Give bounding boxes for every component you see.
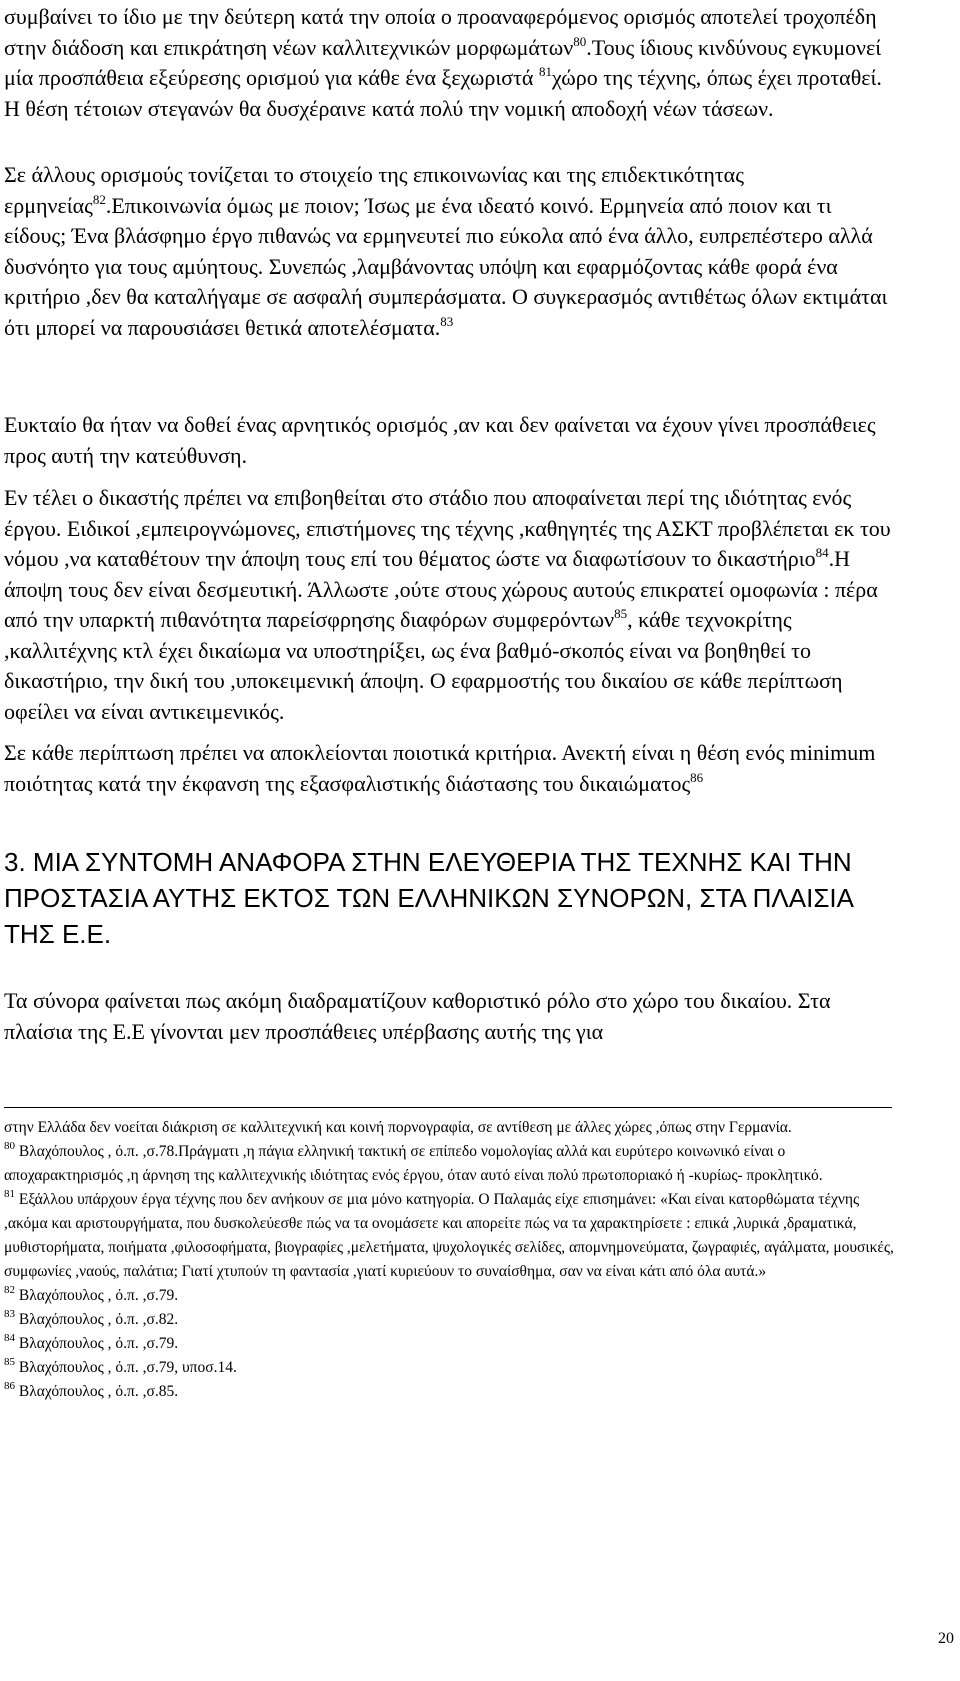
paragraph-text: .Επικοινωνία όμως με ποιον; Ίσως με ένα ιδεατό κοινό. Ερμηνεία από ποιον και τι είδους; Ένα βλάσφημο έργο πιθανώς να ερμηνευτεί πιο εύκολα από ένα άλλο, ευπρεπέστερο αλλά δυσνόητο για τους αμύητους. Συνεπώς ,λαμβάνοντας υπόψη και εφαρμόζοντας κάθε φορά ένα κριτήριο ,δεν θα καταλήγαμε σε ασφαλή συμπεράσματα. Ο συγκερασμός αντιθέτως όλων εκτιμάται ότι μπορεί να παρουσιάσει θετικά αποτελέσματα. bbox=[4, 192, 888, 340]
footnote-text: Βλαχόπουλος , ό.π. ,σ.82. bbox=[15, 1311, 179, 1328]
body-paragraph-5 bbox=[4, 738, 897, 799]
footnote-ref-83[interactable]: 83 bbox=[440, 313, 454, 329]
footnote-86 bbox=[4, 1380, 894, 1404]
footnote-text: Βλαχόπουλος , ό.π. ,σ.79. bbox=[15, 1335, 179, 1352]
footnote-number: 86 bbox=[4, 1380, 15, 1392]
footnote-85 bbox=[4, 1356, 894, 1380]
paragraph-text: .Η άποψη τους δεν είναι δεσμευτική. Άλλωστε ,ούτε στους χώρους αυτούς επικρατεί ομοφωνία : πέρα από την υπαρκτή πιθανότητα παρείσφρησης διαφόρων συμφερόντων bbox=[4, 546, 878, 632]
footnote-ref-86[interactable]: 86 bbox=[690, 769, 704, 785]
footnote-number: 80 bbox=[4, 1140, 15, 1152]
footnote-number: 81 bbox=[4, 1188, 15, 1200]
body-paragraph-1 bbox=[4, 2, 897, 124]
footnote-number: 83 bbox=[4, 1308, 15, 1320]
footnote-82 bbox=[4, 1284, 894, 1308]
paragraph-text: Σε άλλους ορισμούς τονίζεται το στοιχείο της επικοινωνίας και της επιδεκτικότητας ερμηνείας bbox=[4, 162, 744, 218]
page-number: 20 bbox=[938, 1630, 954, 1647]
footnote-separator bbox=[4, 1107, 892, 1108]
body-paragraph-3 bbox=[4, 410, 897, 471]
footnote-continuation: στην Ελλάδα δεν νοείται διάκριση σε καλλιτεχνική και κοινή πορνογραφία, σε αντίθεση με άλλες χώρες ,όπως στην Γερμανία. bbox=[4, 1119, 792, 1136]
footnote-81 bbox=[4, 1188, 894, 1284]
paragraph-text: , κάθε τεχνοκρίτης ,καλλιτέχνης κτλ έχει δικαίωμα να υποστηρίξει, ως ένα βαθμό-σκοπός είναι να βοηθηθεί το δικαστήριο, την δική του ,υποκειμενική άποψη. Ο εφαρμοστής του δικαίου σε κάθε περίπτωση οφείλει να είναι αντικειμενικός. bbox=[4, 607, 843, 724]
footnote-number: 84 bbox=[4, 1332, 15, 1344]
footnote-83 bbox=[4, 1308, 894, 1332]
footnote-text: Βλαχόπουλος , ό.π. ,σ.79. bbox=[15, 1287, 179, 1304]
footnote-80 bbox=[4, 1140, 894, 1188]
section-heading: 3. ΜΙΑ ΣΥΝΤΟΜΗ ΑΝΑΦΟΡΑ ΣΤΗΝ ΕΛΕΥΘΕΡΙΑ ΤΗΣ ΤΕΧΝΗΣ ΚΑΙ ΤΗΝ ΠΡΟΣΤΑΣΙΑ ΑΥΤΗΣ ΕΚΤΟΣ ΤΩΝ ΕΛΛΗΝΙΚΩΝ ΣΥΝΟΡΩΝ, ΣΤΑ ΠΛΑΙΣΙΑ ΤΗΣ Ε.Ε. bbox=[4, 847, 853, 949]
footnote-84 bbox=[4, 1332, 894, 1356]
paragraph-text: Εν τέλει ο δικαστής πρέπει να επιβοηθείται στο στάδιο που αποφαίνεται περί της ιδιότητας ενός έργου. Ειδικοί ,εμπειρογνώμονες, επιστήμονες της τέχνης ,καθηγητές της ΑΣΚΤ προβλέπεται εκ του νόμου ,να καταθέτουν την άποψη τους επί του θέματος ώστε να διαφωτίσουν το δικαστήριο bbox=[4, 485, 891, 571]
footnotes bbox=[4, 1116, 894, 1404]
footnote-ref-81[interactable]: 81 bbox=[538, 64, 552, 79]
body-paragraph-6 bbox=[4, 986, 897, 1047]
footnote-number: 82 bbox=[4, 1284, 15, 1296]
footnote-text: Βλαχόπουλος , ό.π. ,σ.85. bbox=[15, 1383, 179, 1400]
body-paragraph-4 bbox=[4, 483, 897, 727]
footnote-ref-85[interactable]: 85 bbox=[614, 606, 628, 621]
paragraph-text: Τα σύνορα φαίνεται πως ακόμη διαδραματίζουν καθοριστικό ρόλο στο χώρο του δικαίου. Στα πλαίσια της Ε.Ε γίνονται μεν προσπάθειες υπέρβασης αυτής της για bbox=[4, 988, 831, 1044]
footnote-text: Εξάλλου υπάρχουν έργα τέχνης που δεν ανήκουν σε μια μόνο κατηγορία. Ο Παλαμάς είχε επισημάνει: «Και είναι κατορθώματα τέχνης ,ακόμα και αριστουργήματα, που δυσκολεύεσθε πώς να τα ονομάσετε και απορείτε πώς να τα χαρακτηρίσετε : επικά ,λυρικά ,δραματικά, μυθιστορήματα, ποιήματα ,φιλοσοφήματα, βιογραφίες ,μελετήματα, ψυχολογικές σελίδες, απομνημονεύματα, ζωγραφιές, αγάλματα, μουσικές, συμφωνίες ,ναούς, παλάτια; Γιατί χτυπούν τη φαντασία ,γιατί κυριεύουν το συναίσθημα, σαν να είναι κάτι από όλα αυτά.» bbox=[4, 1191, 894, 1280]
paragraph-text: χώρο της τέχνης, όπως έχει προταθεί. Η θέση τέτοιων στεγανών θα δυσχέραινε κατά πολύ την νομική αποδοχή νέων τάσεων. bbox=[4, 65, 882, 121]
body-paragraph-2 bbox=[4, 160, 897, 343]
footnote-number: 85 bbox=[4, 1356, 15, 1368]
footnote-text: Βλαχόπουλος , ό.π. ,σ.78.Πράγματι ,η πάγια ελληνική τακτική σε επίπεδο νομολογίας αλλά και ευρύτερο κοινωνικό είναι ο αποχαρακτηρισμός ,η άρνηση της καλλιτεχνικής ιδιότητας ενός έργου, όταν αυτό είναι πολύ πρωτοποριακό ή -κυρίως- προκλητικό. bbox=[4, 1143, 823, 1184]
footnote-ref-84[interactable]: 84 bbox=[815, 545, 829, 560]
paragraph-text: .Τους ίδιους κινδύνους εγκυμονεί μία προσπάθεια εξεύρεσης ορισμού για κάθε ένα ξεχωριστά bbox=[4, 34, 882, 90]
paragraph-text: Σε κάθε περίπτωση πρέπει να αποκλείονται ποιοτικά κριτήρια. Ανεκτή είναι η θέση ενός minimum ποιότητας κατά την έκφανση της εξασφαλιστικής διάστασης του δικαιώματος bbox=[4, 740, 876, 796]
footnote-ref-82[interactable]: 82 bbox=[92, 191, 106, 207]
paragraph-text: συμβαίνει το ίδιο με την δεύτερη κατά την οποία ο προαναφερόμενος ορισμός αποτελεί τροχοπέδη στην διάδοση και επικράτηση νέων καλλιτεχνικών μορφωμάτων bbox=[4, 4, 877, 60]
paragraph-text: Ευκταίο θα ήταν να δοθεί ένας αρνητικός ορισμός ,αν και δεν φαίνεται να έχουν γίνει προσπάθειες προς αυτή την κατεύθυνση. bbox=[4, 412, 876, 468]
footnote-ref-80[interactable]: 80 bbox=[573, 33, 587, 49]
footnote-text: Βλαχόπουλος , ό.π. ,σ.79, υποσ.14. bbox=[15, 1359, 237, 1376]
